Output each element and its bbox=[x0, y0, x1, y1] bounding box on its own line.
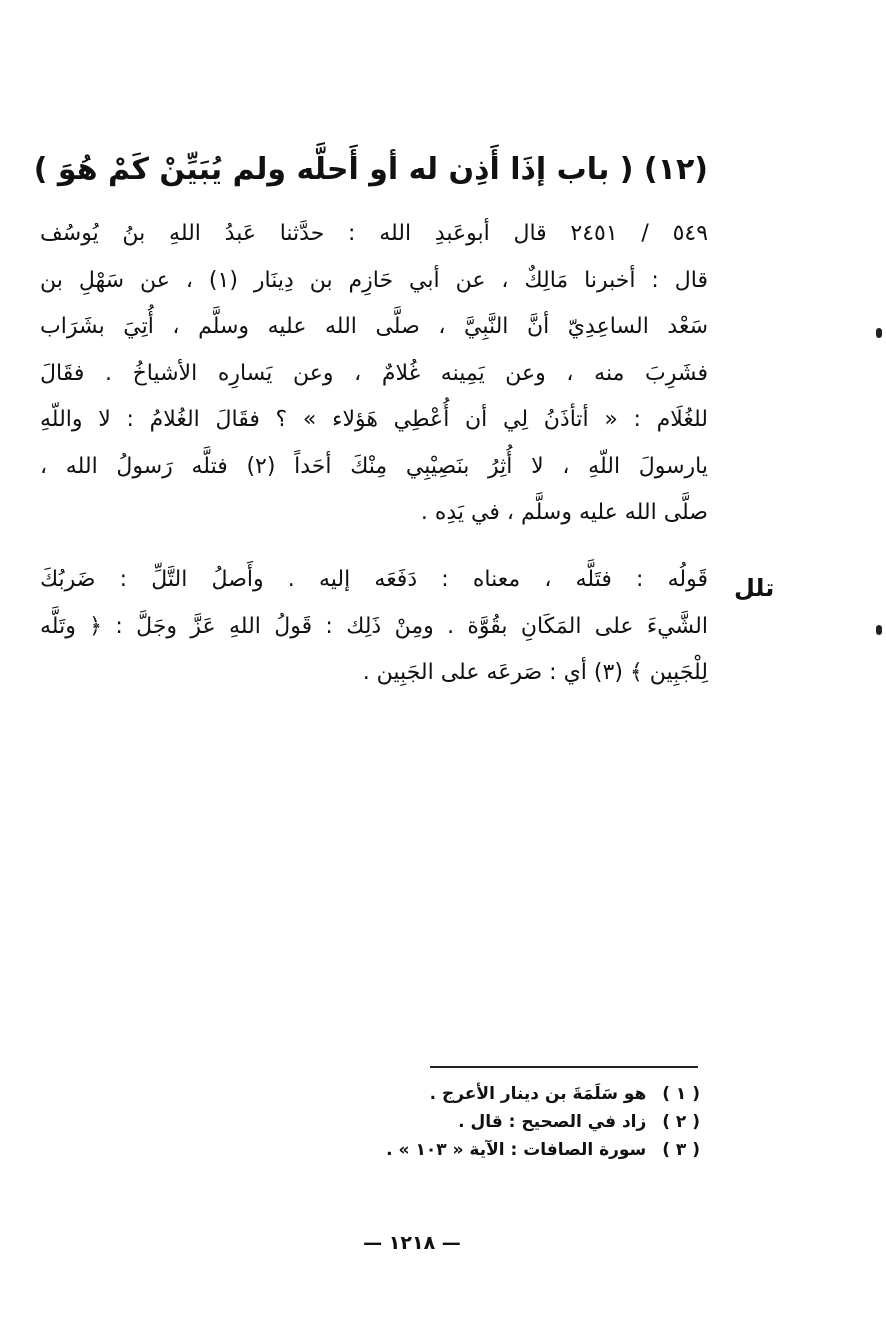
footnote-item bbox=[300, 1080, 700, 1108]
hadith-line: ٥٤٩ / ٢٤٥١ قال أبوعَبدِ الله : حدَّثنا عَبدُ اللهِ بنُ يُوسُف bbox=[40, 221, 709, 246]
footnote-text: هو سَلَمَةَ بن دينار الأعرج . bbox=[429, 1084, 647, 1104]
commentary-line: لِلْجَبِين ﴾ (٣) أي : صَرعَه على الجَبِين . bbox=[362, 660, 708, 685]
scan-edge-mark bbox=[876, 625, 882, 635]
footnotes bbox=[300, 1080, 700, 1164]
footnote-divider bbox=[430, 1066, 698, 1068]
hadith-line: سَعْد الساعِدِيّ أنَّ النَّبِيَّ ، صلَّى الله عليه وسلَّم ، أُتِيَ بشَرَاب bbox=[40, 314, 708, 339]
scan-edge-mark bbox=[876, 328, 882, 338]
footnote-text: سورة الصافات : الآية « ١٠٣ » . bbox=[386, 1140, 647, 1160]
footnote-number: ( ٣ ) bbox=[662, 1140, 700, 1160]
hadith-line: قال : أخبرنا مَالِكٌ ، عن أبي حَازِم بن دِينَار (١) ، عن سَهْلِ بن bbox=[40, 267, 708, 293]
chapter-heading: (١٢) ( باب إذَا أَذِن له أو أَحلَّه ولم يُبَيِّنْ كَمْ هُوَ ) bbox=[33, 152, 708, 187]
margin-keyword: تلل bbox=[734, 574, 775, 602]
hadith-line: فشَرِبَ منه ، وعن يَمِينه غُلامٌ ، وعن يَسارِه الأشياخُ . فقَالَ bbox=[40, 360, 708, 386]
page-number: — ١٢١٨ — bbox=[363, 1232, 461, 1254]
hadith-line: يارسولَ اللّهِ ، لا أُثِرُ بنَصِيْبِي مِنْكَ أحَداً (٢) فتلَّه رَسولُ الله ، bbox=[40, 453, 708, 479]
hadith-line: للغُلَام : « أتأذَنُ لِي أن أُعْطِي هَؤلاء » ؟ فقَالَ الغُلامُ : لا واللّهِ bbox=[40, 407, 708, 432]
footnote-number: ( ١ ) bbox=[662, 1084, 700, 1104]
footnote-item bbox=[300, 1108, 700, 1136]
footnote-text: زاد في الصحيح : قال . bbox=[458, 1112, 647, 1132]
hadith-line: صلَّى الله عليه وسلَّم ، في يَدِه . bbox=[420, 500, 708, 525]
commentary-text bbox=[40, 557, 708, 697]
footnote-item bbox=[300, 1136, 700, 1164]
hadith-text bbox=[40, 211, 708, 537]
commentary-line: الشَّيءَ على المَكَانِ بقُوَّة . ومِنْ ذَلِك : قَولُ اللهِ عَزَّ وجَلَّ : ﴿ وتَلَّه bbox=[40, 613, 708, 639]
commentary-line: قَولُه : فتَلَّه ، معناه : دَفَعَه إليه . وأَصلُ التَّلِّ : ضَربُكَ bbox=[40, 567, 708, 592]
footnote-number: ( ٢ ) bbox=[662, 1112, 700, 1132]
